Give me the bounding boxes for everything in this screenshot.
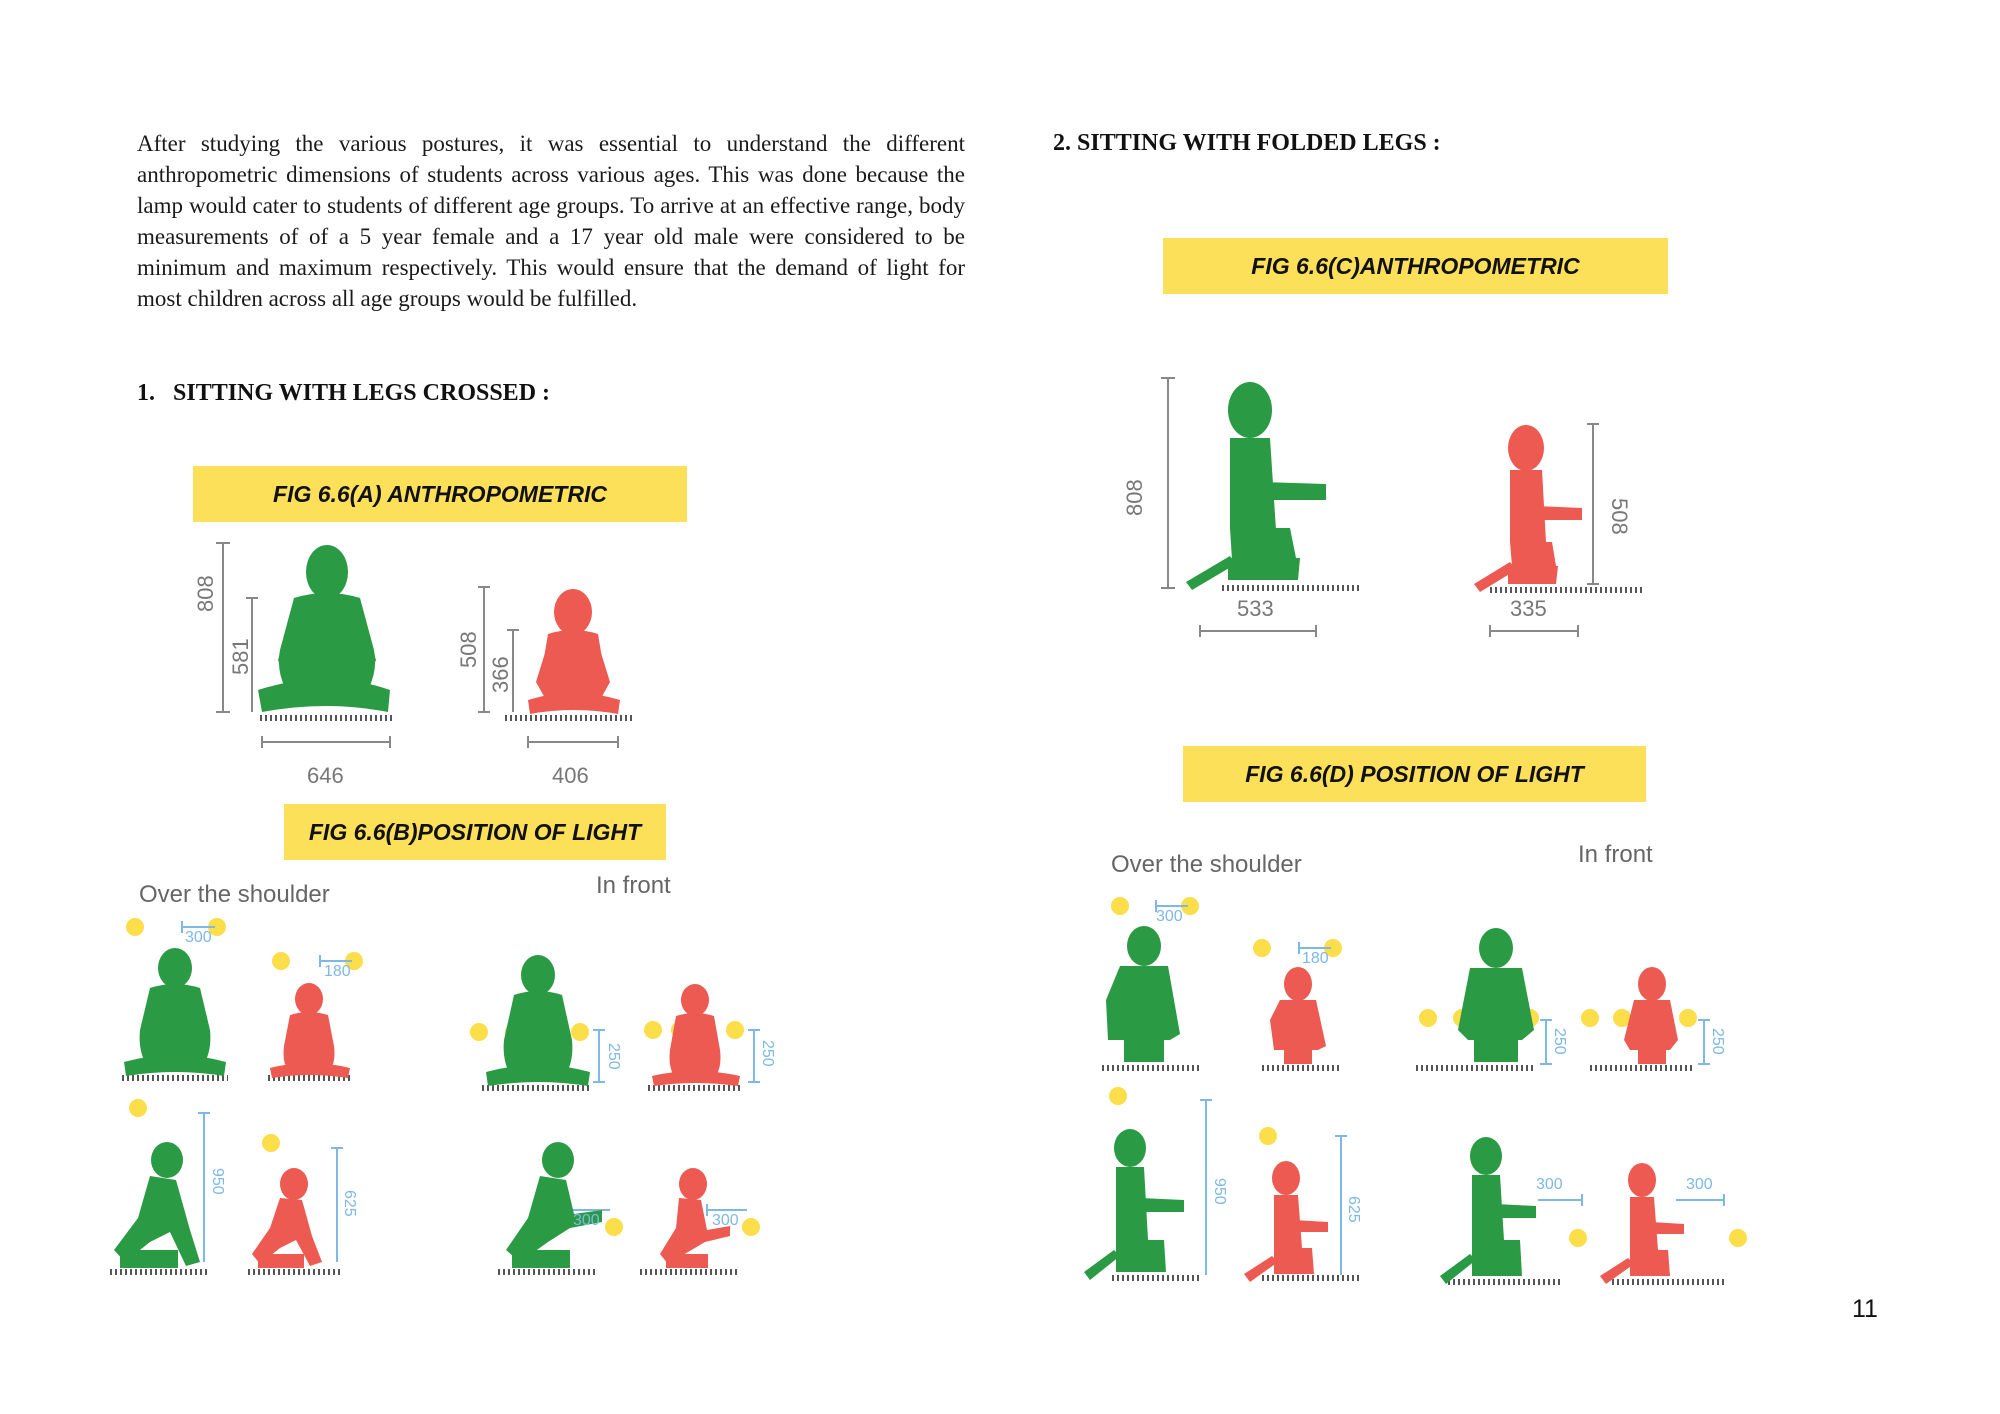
- fig-6-6b-banner: FIG 6.6(B)POSITION OF LIGHT: [284, 804, 666, 860]
- section2-heading: 2. SITTING WITH FOLDED LEGS :: [1053, 130, 1441, 156]
- m-reach-300-b: 300: [573, 1212, 600, 1229]
- female-seat-366: 366: [488, 656, 513, 693]
- female-height-508: 508: [456, 631, 481, 668]
- f-offset-180-b: 180: [324, 963, 351, 980]
- m-height-950-b: 950: [209, 1168, 226, 1195]
- over-shoulder-caption-d: Over the shoulder: [1111, 851, 1302, 878]
- intro-paragraph: After studying the various postures, it was essential to understand the different anthropometric dimensions of students across various ages. This was done because the lamp would cater to students of different age groups. To arrive at an effective range, body measurements of of a 5 year female and a 17 year old male were considered to be minimum and maximum respectively. This would ensure that the demand of light for most children across all age groups would be fulfilled.: [137, 131, 965, 311]
- f-height-625-b: 625: [341, 1190, 358, 1217]
- male-width-533-c: 533: [1237, 596, 1274, 621]
- f-offset-180-d: 180: [1302, 950, 1329, 967]
- female-width-335-c: 335: [1510, 596, 1547, 621]
- f-height-625-d: 625: [1345, 1196, 1362, 1223]
- m-reach-300-d: 300: [1536, 1176, 1563, 1193]
- m-height-950-d: 950: [1211, 1178, 1228, 1205]
- f-reach-300-d: 300: [1686, 1176, 1713, 1193]
- male-height-808-c: 808: [1122, 479, 1147, 516]
- female-height-508-c: 508: [1607, 498, 1632, 535]
- female-width-406: 406: [552, 763, 589, 788]
- m-offset-300-d: 300: [1156, 908, 1183, 925]
- f-front-h-250-b: 250: [759, 1040, 776, 1067]
- f-reach-300-b: 300: [712, 1212, 739, 1229]
- m-front-h-250-d: 250: [1551, 1028, 1568, 1055]
- light-source-icon: [1109, 897, 1747, 1247]
- f-front-h-250-d: 250: [1709, 1028, 1726, 1055]
- m-offset-300-b: 300: [185, 929, 212, 946]
- m-front-h-250-b: 250: [605, 1043, 622, 1070]
- over-shoulder-caption-b: Over the shoulder: [139, 881, 330, 908]
- fig-6-6a-banner: FIG 6.6(A) ANTHROPOMETRIC: [193, 466, 687, 522]
- male-width-646: 646: [307, 763, 344, 788]
- male-seat-581: 581: [228, 638, 253, 675]
- in-front-caption-d: In front: [1578, 841, 1653, 868]
- in-front-caption-b: In front: [596, 872, 671, 899]
- section1-heading: 1. SITTING WITH LEGS CROSSED :: [137, 380, 551, 406]
- fig-6-6d-banner: FIG 6.6(D) POSITION OF LIGHT: [1183, 746, 1646, 802]
- male-height-808: 808: [193, 575, 218, 612]
- page-number: 11: [1852, 1295, 1878, 1323]
- fig-6-6c-banner: FIG 6.6(C)ANTHROPOMETRIC: [1163, 238, 1668, 294]
